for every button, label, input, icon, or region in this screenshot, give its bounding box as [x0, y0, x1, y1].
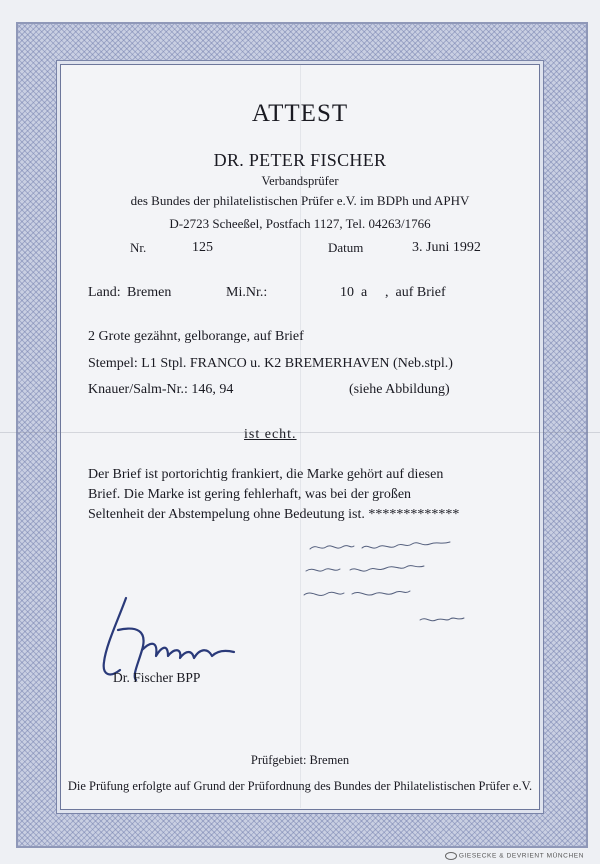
fold-line-horizontal [0, 432, 600, 433]
mi-suffix: , auf Brief [385, 285, 446, 300]
verdict: ist echt. [244, 427, 297, 442]
nr-value: 125 [192, 240, 213, 255]
page-title: ATTEST [251, 100, 349, 127]
land-value: Bremen [127, 285, 172, 300]
printer-emblem-icon [445, 852, 457, 860]
printer-logo [445, 852, 584, 860]
examiner-name: DR. PETER FISCHER [213, 150, 387, 170]
footer-note: Die Prüfung erfolgte auf Grund der Prüfordnung des Bundes der Philatelistischen Prüfer e.V. [67, 779, 533, 793]
remarks-line-1: Der Brief ist portorichtig frankiert, die Marke gehört auf diesen [88, 467, 444, 482]
examiner-role: Verbandsprüfer [261, 174, 339, 188]
pruefgebiet: Prüfgebiet: Bremen [250, 753, 350, 767]
description-line-2: Stempel: L1 Stpl. FRANCO u. K2 BREMERHAVEN (Neb.stpl.) [88, 356, 453, 371]
datum-label: Datum [328, 240, 364, 255]
nr-label: Nr. [130, 240, 147, 255]
mi-value: 10 a [340, 285, 368, 300]
association-line: des Bundes der philatelistischen Prüfer e.V. im BDPh und APHV [130, 193, 470, 208]
address-line: D-2723 Scheeßel, Postfach 1127, Tel. 04263/1766 [169, 216, 431, 231]
handwritten-note [300, 535, 510, 635]
land-label: Land: [88, 285, 121, 300]
description-line-3-right: (siehe Abbildung) [349, 382, 450, 397]
datum-value: 3. Juni 1992 [412, 240, 481, 255]
remarks-line-3: Seltenheit der Abstempelung ohne Bedeutung ist. ************* [88, 507, 460, 522]
description-line-3: Knauer/Salm-Nr.: 146, 94 [88, 382, 234, 397]
mi-label: Mi.Nr.: [226, 285, 268, 300]
remarks-line-2: Brief. Die Marke ist gering fehlerhaft, was bei der großen [88, 487, 412, 502]
description-line-1: 2 Grote gezähnt, gelborange, auf Brief [88, 329, 304, 344]
signature-caption: Dr. Fischer BPP [113, 670, 201, 685]
printer-logo-text: GIESECKE & DEVRIENT MÜNCHEN [458, 852, 584, 860]
